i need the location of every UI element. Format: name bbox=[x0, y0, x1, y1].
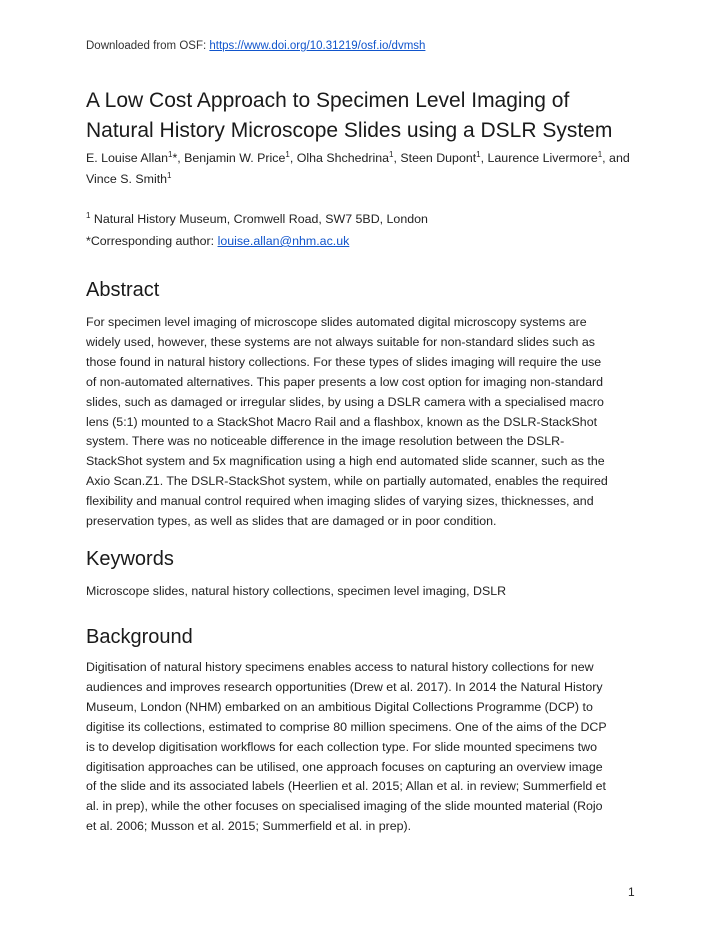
background-heading: Background bbox=[86, 626, 193, 648]
author-separator: , bbox=[480, 151, 488, 165]
affiliation-text: Natural History Museum, Cromwell Road, SW7 5BD, London bbox=[90, 212, 428, 226]
abstract-line: those found in natural history collections. For these types of slides imaging will require the use bbox=[86, 354, 602, 369]
paper-title bbox=[86, 86, 686, 146]
doi-link[interactable]: https://www.doi.org/10.31219/osf.io/dvmsh bbox=[209, 40, 426, 52]
abstract-line: of non-automated alternatives. This paper presents a low cost option for imaging non-standard bbox=[86, 374, 604, 389]
affiliation-marker: 1 bbox=[167, 149, 173, 159]
abstract-line: Axio Scan.Z1. The DSLR-StackShot system, while on partially automated, enables the required bbox=[86, 474, 608, 489]
affiliation-marker: 1 bbox=[285, 149, 290, 159]
background-line: Digitisation of natural history specimens enables access to natural history collections for new bbox=[86, 660, 594, 674]
background-line: digitise its collections, estimated to comprise 80 million specimens. One of the aims of the DCP bbox=[86, 719, 607, 734]
author-separator: , bbox=[393, 151, 401, 165]
affiliation-marker: 1 bbox=[167, 170, 172, 180]
download-notice bbox=[86, 40, 425, 52]
author-name: Laurence Livermore bbox=[487, 151, 598, 165]
corresponding-marker: *, bbox=[172, 151, 185, 165]
abstract-line: widely used, however, these systems are not always suitable for non-standard slides such as bbox=[86, 334, 595, 349]
abstract-line: system. There was no noticeable difference in the image resolution between the DSLR- bbox=[86, 434, 565, 449]
keywords-text: Microscope slides, natural history collections, specimen level imaging, DSLR bbox=[86, 584, 507, 598]
affiliation-marker: 1 bbox=[389, 149, 394, 159]
corresponding-author bbox=[86, 234, 349, 248]
background-body bbox=[86, 658, 646, 837]
abstract-line: StackShot system and 5x magnification using a high end automated slide scanner, such as the bbox=[86, 454, 605, 469]
title-line-1: A Low Cost Approach to Specimen Level Imaging of bbox=[86, 89, 570, 112]
author-list bbox=[86, 148, 666, 190]
affiliation-marker: 1 bbox=[476, 149, 481, 159]
email-link[interactable]: louise.allan@nhm.ac.uk bbox=[217, 234, 350, 248]
download-prefix: Downloaded from OSF: bbox=[86, 40, 210, 52]
background-line: Museum, London (NHM) embarked on an ambitious Digital Collections Programme (DCP) to bbox=[86, 699, 593, 714]
abstract-line: For specimen level imaging of microscope slides automated digital microscopy systems are bbox=[86, 315, 587, 329]
corresponding-label: *Corresponding author: bbox=[86, 234, 218, 248]
affiliation bbox=[86, 212, 428, 226]
background-line: of the slide and its associated labels (Heerlien et al. 2015; Allan et al. in review; Summerfield et bbox=[86, 779, 606, 794]
abstract-line: preservation types, as well as slides that are damaged or in poor condition. bbox=[86, 514, 497, 529]
abstract-body bbox=[86, 313, 646, 532]
author-name: E. Louise Allan bbox=[86, 151, 168, 165]
background-line: audiences and improves research opportunities (Drew et al. 2017). In 2014 the Natural History bbox=[86, 679, 603, 694]
author-separator: , bbox=[289, 151, 297, 165]
affiliation-number: 1 bbox=[86, 210, 91, 220]
title-line-2: Natural History Microscope Slides using a DSLR System bbox=[86, 119, 613, 142]
abstract-line: slides, such as damaged or irregular slides, by using a DSLR camera with a specialised macro bbox=[86, 394, 604, 409]
background-line: al. in prep), while the other focuses on specialised imaging of the slide mounted material (Rojo bbox=[86, 799, 603, 814]
author-separator: , and bbox=[602, 151, 630, 165]
author-name: Benjamin W. Price bbox=[184, 151, 286, 165]
author-name: Steen Dupont bbox=[400, 151, 477, 165]
author-name: Vince S. Smith bbox=[86, 172, 168, 186]
affiliation-marker: 1 bbox=[597, 149, 603, 159]
background-line: digitisation approaches can be utilised, one approach focuses on capturing an overview image bbox=[86, 759, 603, 774]
background-line: et al. 2006; Musson et al. 2015; Summerfield et al. in prep). bbox=[86, 819, 412, 834]
keywords-heading: Keywords bbox=[86, 548, 174, 570]
abstract-line: lens (5:1) mounted to a StackShot Macro Rail and a flashbox, known as the DSLR-StackShot bbox=[86, 414, 598, 429]
author-name: Olha Shchedrina bbox=[296, 151, 390, 165]
background-line: is to develop digitisation workflows for each collection type. For slide mounted specimens two bbox=[86, 739, 598, 754]
abstract-line: flexibility and manual control required when imaging slides of varying sizes, thicknesses, and bbox=[86, 494, 594, 509]
abstract-heading: Abstract bbox=[86, 279, 160, 301]
page-number: 1 bbox=[628, 885, 635, 899]
